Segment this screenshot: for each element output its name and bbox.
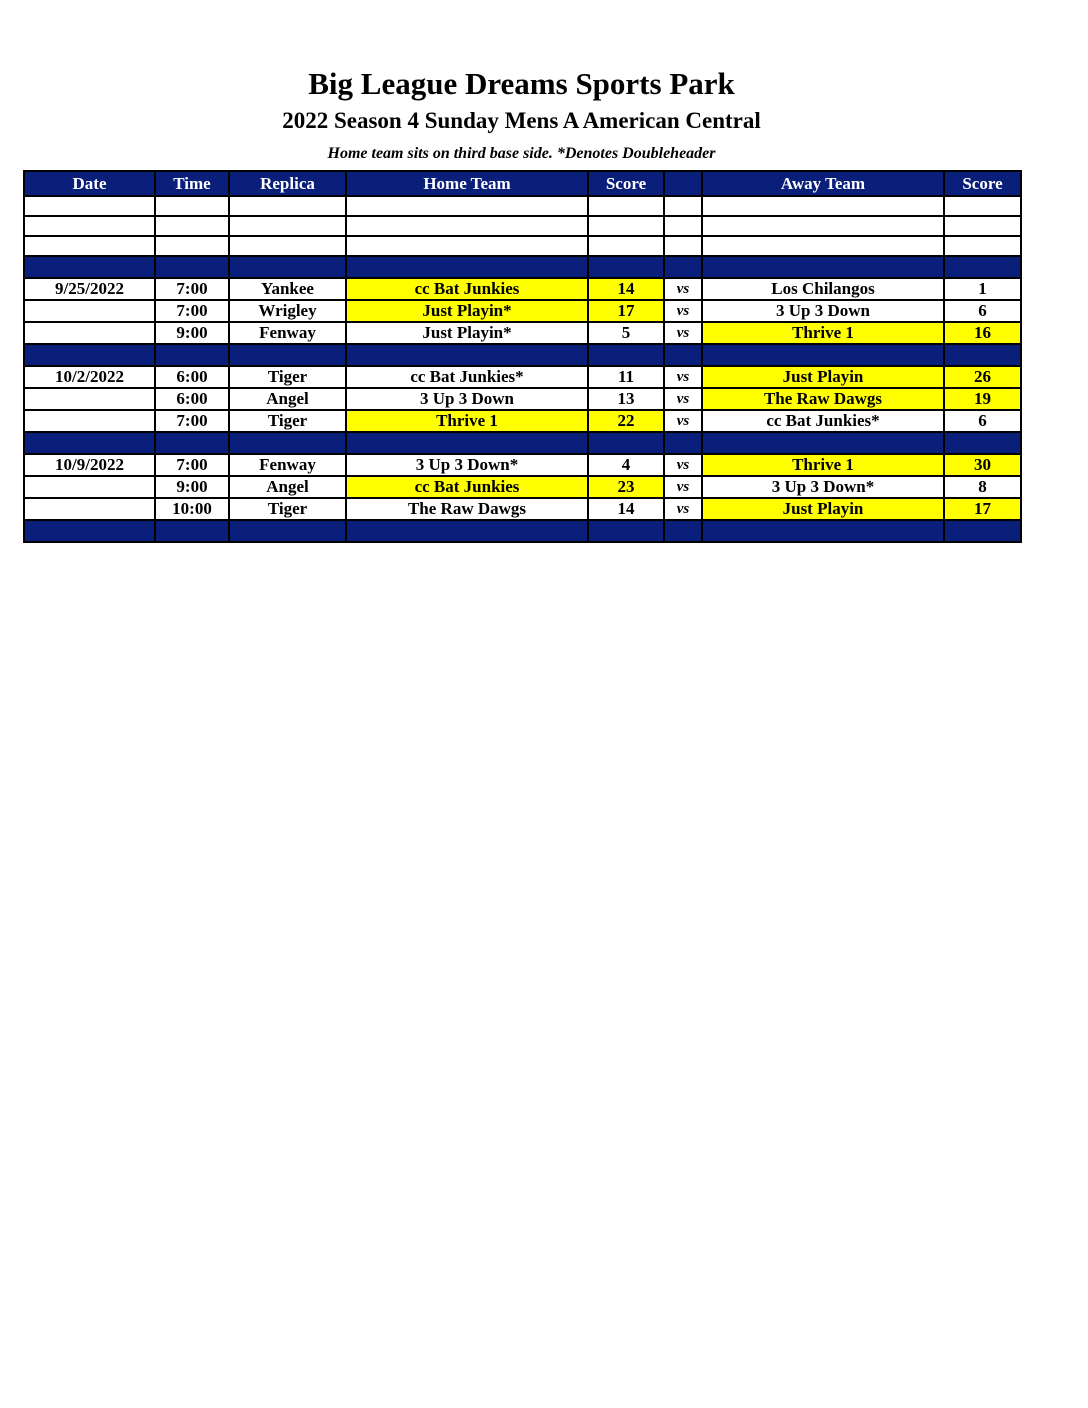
separator-row-cell	[588, 432, 664, 454]
time-cell: 7:00	[155, 410, 229, 432]
separator-row-cell	[155, 344, 229, 366]
separator-row-cell	[664, 432, 702, 454]
date-cell	[24, 388, 155, 410]
home-score-cell: 17	[588, 300, 664, 322]
away-score-cell: 30	[944, 454, 1021, 476]
separator-row-cell	[588, 256, 664, 278]
separator-row-cell	[346, 432, 588, 454]
blank-row-cell	[346, 236, 588, 256]
column-header-home-team: Home Team	[346, 171, 588, 196]
home-score-cell: 23	[588, 476, 664, 498]
game-row	[24, 278, 1021, 300]
page-title: Big League Dreams Sports Park	[308, 66, 735, 101]
separator-row	[24, 344, 1021, 366]
home-team-cell: Just Playin*	[346, 322, 588, 344]
date-cell	[24, 498, 155, 520]
away-score-cell: 16	[944, 322, 1021, 344]
blank-row-cell	[944, 236, 1021, 256]
game-row	[24, 366, 1021, 388]
away-team-cell: cc Bat Junkies*	[702, 410, 944, 432]
replica-cell: Angel	[229, 388, 346, 410]
time-cell: 7:00	[155, 454, 229, 476]
blank-row-cell	[229, 236, 346, 256]
column-header-time: Time	[155, 171, 229, 196]
away-team-cell: Los Chilangos	[702, 278, 944, 300]
separator-row-cell	[588, 520, 664, 542]
blank-row-cell	[155, 236, 229, 256]
time-cell: 10:00	[155, 498, 229, 520]
separator-row-cell	[702, 256, 944, 278]
away-team-cell: 3 Up 3 Down*	[702, 476, 944, 498]
separator-row-cell	[24, 432, 155, 454]
date-cell	[24, 476, 155, 498]
blank-row	[24, 236, 1021, 256]
game-row	[24, 322, 1021, 344]
game-row	[24, 410, 1021, 432]
time-cell: 7:00	[155, 300, 229, 322]
column-header-away-team: Away Team	[702, 171, 944, 196]
vs-cell: vs	[664, 388, 702, 410]
away-score-cell: 6	[944, 410, 1021, 432]
separator-row-cell	[24, 256, 155, 278]
blank-row-cell	[702, 236, 944, 256]
separator-row-cell	[664, 256, 702, 278]
separator-row-cell	[24, 520, 155, 542]
blank-row-cell	[702, 216, 944, 236]
blank-row-cell	[588, 216, 664, 236]
vs-cell: vs	[664, 366, 702, 388]
separator-row-cell	[24, 344, 155, 366]
blank-row-cell	[664, 236, 702, 256]
date-cell	[24, 300, 155, 322]
home-team-cell: cc Bat Junkies	[346, 278, 588, 300]
game-row	[24, 498, 1021, 520]
header-row	[24, 171, 1021, 196]
separator-row-cell	[229, 432, 346, 454]
replica-cell: Tiger	[229, 410, 346, 432]
blank-row-cell	[702, 196, 944, 216]
separator-row-cell	[346, 344, 588, 366]
replica-cell: Fenway	[229, 454, 346, 476]
blank-row-cell	[588, 196, 664, 216]
separator-row-cell	[944, 256, 1021, 278]
blank-row-cell	[944, 216, 1021, 236]
column-header-home-score: Score	[588, 171, 664, 196]
blank-row-cell	[664, 216, 702, 236]
blank-row-cell	[155, 196, 229, 216]
date-cell: 9/25/2022	[24, 278, 155, 300]
separator-row-cell	[155, 256, 229, 278]
away-team-cell: Thrive 1	[702, 454, 944, 476]
home-team-cell: cc Bat Junkies*	[346, 366, 588, 388]
separator-row-cell	[155, 520, 229, 542]
separator-row-cell	[944, 432, 1021, 454]
blank-row-cell	[346, 196, 588, 216]
game-row	[24, 476, 1021, 498]
home-score-cell: 14	[588, 498, 664, 520]
separator-row-cell	[702, 344, 944, 366]
vs-cell: vs	[664, 476, 702, 498]
home-score-cell: 5	[588, 322, 664, 344]
blank-row-cell	[24, 236, 155, 256]
separator-row-cell	[229, 520, 346, 542]
separator-row-cell	[702, 432, 944, 454]
game-row	[24, 388, 1021, 410]
separator-row-cell	[229, 344, 346, 366]
date-cell: 10/9/2022	[24, 454, 155, 476]
separator-row-cell	[944, 520, 1021, 542]
separator-row-cell	[346, 520, 588, 542]
blank-row-cell	[229, 196, 346, 216]
away-score-cell: 1	[944, 278, 1021, 300]
away-score-cell: 6	[944, 300, 1021, 322]
time-cell: 7:00	[155, 278, 229, 300]
away-score-cell: 17	[944, 498, 1021, 520]
schedule-table	[23, 170, 1022, 543]
blank-row-cell	[24, 196, 155, 216]
away-team-cell: Just Playin	[702, 498, 944, 520]
blank-row-cell	[229, 216, 346, 236]
replica-cell: Wrigley	[229, 300, 346, 322]
date-cell	[24, 410, 155, 432]
column-header-away-score: Score	[944, 171, 1021, 196]
home-score-cell: 11	[588, 366, 664, 388]
separator-row	[24, 432, 1021, 454]
blank-row	[24, 196, 1021, 216]
home-team-cell: cc Bat Junkies	[346, 476, 588, 498]
separator-row-cell	[155, 432, 229, 454]
separator-row-cell	[588, 344, 664, 366]
blank-row-cell	[664, 196, 702, 216]
home-score-cell: 4	[588, 454, 664, 476]
replica-cell: Yankee	[229, 278, 346, 300]
separator-row	[24, 520, 1021, 542]
blank-row-cell	[944, 196, 1021, 216]
date-cell: 10/2/2022	[24, 366, 155, 388]
blank-row-cell	[155, 216, 229, 236]
time-cell: 9:00	[155, 322, 229, 344]
away-team-cell: Thrive 1	[702, 322, 944, 344]
away-team-cell: Just Playin	[702, 366, 944, 388]
away-score-cell: 19	[944, 388, 1021, 410]
away-score-cell: 8	[944, 476, 1021, 498]
game-row	[24, 300, 1021, 322]
separator-row-cell	[229, 256, 346, 278]
column-header-vs	[664, 171, 702, 196]
vs-cell: vs	[664, 454, 702, 476]
vs-cell: vs	[664, 410, 702, 432]
replica-cell: Tiger	[229, 366, 346, 388]
time-cell: 9:00	[155, 476, 229, 498]
separator-row-cell	[346, 256, 588, 278]
time-cell: 6:00	[155, 388, 229, 410]
home-team-cell: The Raw Dawgs	[346, 498, 588, 520]
home-team-cell: 3 Up 3 Down*	[346, 454, 588, 476]
vs-cell: vs	[664, 278, 702, 300]
blank-row-cell	[346, 216, 588, 236]
replica-cell: Tiger	[229, 498, 346, 520]
column-header-date: Date	[24, 171, 155, 196]
replica-cell: Angel	[229, 476, 346, 498]
separator-row-cell	[944, 344, 1021, 366]
separator-row-cell	[664, 520, 702, 542]
vs-cell: vs	[664, 322, 702, 344]
game-row	[24, 454, 1021, 476]
home-score-cell: 14	[588, 278, 664, 300]
home-score-cell: 22	[588, 410, 664, 432]
home-score-cell: 13	[588, 388, 664, 410]
away-team-cell: The Raw Dawgs	[702, 388, 944, 410]
away-score-cell: 26	[944, 366, 1021, 388]
home-team-cell: Thrive 1	[346, 410, 588, 432]
home-team-cell: 3 Up 3 Down	[346, 388, 588, 410]
blank-row-cell	[24, 216, 155, 236]
date-cell	[24, 322, 155, 344]
vs-cell: vs	[664, 498, 702, 520]
separator-row	[24, 256, 1021, 278]
away-team-cell: 3 Up 3 Down	[702, 300, 944, 322]
vs-cell: vs	[664, 300, 702, 322]
column-header-replica: Replica	[229, 171, 346, 196]
separator-row-cell	[702, 520, 944, 542]
time-cell: 6:00	[155, 366, 229, 388]
page-note: Home team sits on third base side. *Denotes Doubleheader	[327, 145, 716, 162]
page-subtitle: 2022 Season 4 Sunday Mens A American Central	[282, 108, 761, 133]
blank-row	[24, 216, 1021, 236]
replica-cell: Fenway	[229, 322, 346, 344]
home-team-cell: Just Playin*	[346, 300, 588, 322]
blank-row-cell	[588, 236, 664, 256]
separator-row-cell	[664, 344, 702, 366]
